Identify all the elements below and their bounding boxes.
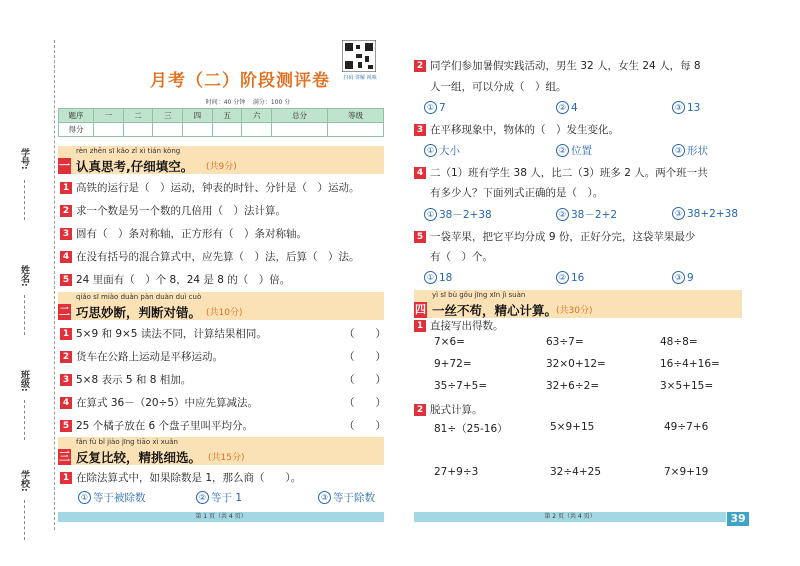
- calc-item[interactable]: 27+9÷3: [434, 466, 479, 478]
- question: 3 圆有（ ）条对称轴，正方形有（ ）条对称轴。: [60, 226, 307, 241]
- option-c[interactable]: ③ 38+2+38: [672, 207, 738, 220]
- calc-item[interactable]: 5×9+15: [550, 421, 595, 433]
- question-number: 3: [414, 124, 426, 136]
- footer-left: 第 1 页（共 4 页）: [58, 512, 384, 522]
- option-marker: ③: [672, 101, 685, 114]
- question: 5 24 里面有（ ）个 8，24 是 8 的（ ）倍。: [60, 272, 290, 287]
- question: 1 在除法算式中，如果除数是 1，那么商（ ）。: [60, 470, 301, 485]
- question: 3 5×8 表示 5 和 8 相加。: [60, 372, 191, 387]
- footer-right: 第 2 页（共 4 页）: [414, 512, 726, 522]
- exam-title: 月考（二）阶段测评卷: [150, 71, 330, 91]
- score-cell[interactable]: [328, 123, 384, 137]
- class-label: 班级:: [19, 370, 29, 392]
- section-title: 巧思妙断，判断对错。: [76, 305, 202, 320]
- question: 2 求一个数是另一个数的几倍用（ ）法计算。: [60, 203, 286, 218]
- question-number: 4: [60, 251, 72, 263]
- option-b[interactable]: ② 16: [556, 271, 584, 284]
- question-number: 2: [414, 404, 426, 416]
- question-number: 5: [414, 231, 426, 243]
- judge-blank[interactable]: （ ）: [344, 420, 386, 432]
- score-header: 等级: [328, 109, 384, 123]
- question-number: 1: [60, 472, 72, 484]
- question-number: 2: [60, 205, 72, 217]
- binding-gutter: [14, 40, 54, 530]
- calc-item[interactable]: 48÷8=: [660, 336, 698, 348]
- judge-blank[interactable]: （ ）: [344, 328, 386, 340]
- calc-item[interactable]: 16÷4+16=: [660, 358, 720, 370]
- score-cell[interactable]: [212, 123, 242, 137]
- section-pinyin: rèn zhēn sī kǎo zǐ xì tián kòng: [76, 147, 181, 155]
- section-pinyin: qiǎo sī miào duàn pàn duàn duì cuò: [76, 293, 202, 301]
- calc-item[interactable]: 63÷7=: [546, 336, 584, 348]
- section-pinyin: yì sī bù gǒu jīng xīn jì suàn: [432, 291, 526, 299]
- student-id-line: [24, 180, 26, 220]
- option-b[interactable]: ② 38－2+2: [556, 207, 617, 222]
- option-marker: ②: [556, 208, 569, 221]
- question: 4 在算式 36－（20÷5）中应先算减法。: [60, 395, 258, 410]
- question: 2 同学们参加暑假实践活动，男生 32 人，女生 24 人，每 8: [414, 58, 701, 73]
- option-marker: ①: [424, 271, 437, 284]
- score-cell[interactable]: [123, 123, 153, 137]
- question: 4 在没有括号的混合算式中，应先算（ ）法，后算（ ）法。: [60, 249, 360, 264]
- option-a[interactable]: ① 7: [424, 101, 446, 114]
- calc-item[interactable]: 32×0+12=: [546, 358, 606, 370]
- section-number: 一: [59, 159, 70, 172]
- score-cell[interactable]: [272, 123, 328, 137]
- option-c[interactable]: ③ 9: [672, 271, 694, 284]
- question-continued: 人一组，可以分成（ ）组。: [430, 81, 567, 93]
- question-number: 3: [60, 228, 72, 240]
- question-continued: 有多少人？下面列式正确的是（ ）。: [430, 187, 604, 199]
- score-header: 一: [94, 109, 124, 123]
- qr-caption: 扫码 讲解 视频: [343, 75, 377, 81]
- question-number: 3: [60, 374, 72, 386]
- judge-blank[interactable]: （ ）: [344, 374, 386, 386]
- class-line: [24, 400, 26, 440]
- option-marker: ②: [556, 271, 569, 284]
- question: 5 25 个橘子放在 6 个盘子里叫平均分。: [60, 418, 253, 433]
- score-header: 题序: [59, 109, 94, 123]
- score-header: 六: [242, 109, 272, 123]
- calc-item[interactable]: 9+72=: [434, 358, 472, 370]
- page-number: 39: [727, 512, 749, 526]
- option-marker: ①: [424, 208, 437, 221]
- section-title: 认真思考,仔细填空。: [76, 159, 194, 174]
- score-cell[interactable]: [153, 123, 183, 137]
- calc-item[interactable]: 7×6=: [434, 336, 465, 348]
- calc-item[interactable]: 7×9+19: [664, 466, 709, 478]
- option-marker: ③: [318, 491, 331, 504]
- section-points: (共30分): [556, 306, 593, 316]
- option-b[interactable]: ② 位置: [556, 143, 592, 158]
- option-marker: ①: [424, 101, 437, 114]
- question-number: 4: [414, 167, 426, 179]
- section-1-header: [58, 146, 384, 174]
- judge-blank[interactable]: （ ）: [344, 397, 386, 409]
- question: 2 脱式计算。: [414, 402, 483, 417]
- calc-item[interactable]: 3×5+15=: [660, 380, 714, 392]
- option-a[interactable]: ① 等于被除数: [78, 490, 146, 505]
- judge-blank[interactable]: （ ）: [344, 351, 386, 363]
- calc-item[interactable]: 32+6÷2=: [546, 380, 600, 392]
- option-c[interactable]: ③ 等于除数: [318, 490, 375, 505]
- school-label: 学校:: [19, 470, 29, 492]
- section-number: 二: [59, 305, 70, 318]
- score-cell[interactable]: [242, 123, 272, 137]
- score-cell[interactable]: [183, 123, 213, 137]
- option-marker: ①: [424, 144, 437, 157]
- question: 1 5×9 和 9×5 读法不同，计算结果相同。: [60, 326, 267, 341]
- time-limit: 时间：40 分钟: [205, 99, 246, 106]
- section-number: 三: [59, 450, 70, 463]
- section-2-header: [58, 292, 384, 320]
- student-id-label: 学号:: [19, 148, 29, 170]
- calc-item[interactable]: 32÷4+25: [550, 466, 601, 478]
- option-marker: ②: [556, 101, 569, 114]
- question-number: 2: [60, 351, 72, 363]
- section-title: 反复比较，精挑细选。: [76, 450, 202, 465]
- school-line: [24, 500, 26, 540]
- section-points: (共10分): [206, 308, 243, 318]
- cut-line: [54, 40, 55, 530]
- full-score: 满分：100 分: [252, 99, 291, 106]
- option-marker: ②: [196, 491, 209, 504]
- question: 2 货车在公路上运动是平移运动。: [60, 349, 223, 364]
- option-marker: ①: [78, 491, 91, 504]
- option-b[interactable]: ② 等于 1: [196, 490, 242, 505]
- calc-item[interactable]: 81÷（25-16）: [434, 423, 508, 435]
- option-marker: ②: [556, 144, 569, 157]
- option-c[interactable]: ③ 形状: [672, 143, 708, 158]
- score-header: 五: [212, 109, 242, 123]
- calc-item[interactable]: 35÷7+5=: [434, 380, 488, 392]
- question: 1 高铁的运行是（ ）运动，钟表的时针、分针是（ ）运动。: [60, 180, 360, 195]
- exam-meta: [168, 97, 328, 106]
- question: 1 直接写出得数。: [414, 318, 504, 333]
- option-a[interactable]: ① 38－2+38: [424, 207, 492, 222]
- score-header: 三: [153, 109, 183, 123]
- qr-code-icon[interactable]: [342, 40, 376, 72]
- section-points: (共9分): [206, 162, 237, 172]
- section-3-header: [58, 437, 384, 465]
- question-number: 1: [60, 328, 72, 340]
- question-continued: 有（ ）个。: [430, 251, 493, 263]
- option-c[interactable]: ③ 13: [672, 101, 700, 114]
- question-number: 1: [414, 320, 426, 332]
- score-table: [58, 108, 384, 137]
- question: 5 一袋苹果，把它平均分成 9 份，正好分完，这袋苹果最少: [414, 229, 695, 244]
- option-marker: ③: [672, 271, 685, 284]
- option-a[interactable]: ① 大小: [424, 143, 460, 158]
- question: 4 二（1）班有学生 38 人，比二（3）班多 2 人。两个班一共: [414, 165, 708, 180]
- section-4-header: [414, 290, 742, 318]
- score-cell[interactable]: [94, 123, 124, 137]
- section-pinyin: fǎn fù bǐ jiào jīng tiāo xì xuǎn: [76, 438, 178, 446]
- score-row-label: 得分: [59, 123, 94, 137]
- name-line: [24, 295, 26, 335]
- section-points: (共15分): [208, 453, 245, 463]
- section-number: 四: [415, 303, 426, 316]
- question-number: 4: [60, 397, 72, 409]
- section-title: 一丝不苟，精心计算。: [432, 303, 558, 318]
- option-marker: ③: [672, 207, 685, 220]
- question-number: 5: [60, 274, 72, 286]
- calc-item[interactable]: 49÷7+6: [664, 421, 709, 433]
- question-number: 5: [60, 420, 72, 432]
- question-number: 1: [60, 182, 72, 194]
- score-header: 总分: [272, 109, 328, 123]
- option-marker: ③: [672, 144, 685, 157]
- name-label: 姓名:: [19, 265, 29, 287]
- score-header: 二: [123, 109, 153, 123]
- option-b[interactable]: ② 4: [556, 101, 578, 114]
- option-a[interactable]: ① 18: [424, 271, 452, 284]
- score-header: 四: [183, 109, 213, 123]
- question-number: 2: [414, 60, 426, 72]
- question: 3 在平移现象中，物体的（ ）发生变化。: [414, 122, 619, 137]
